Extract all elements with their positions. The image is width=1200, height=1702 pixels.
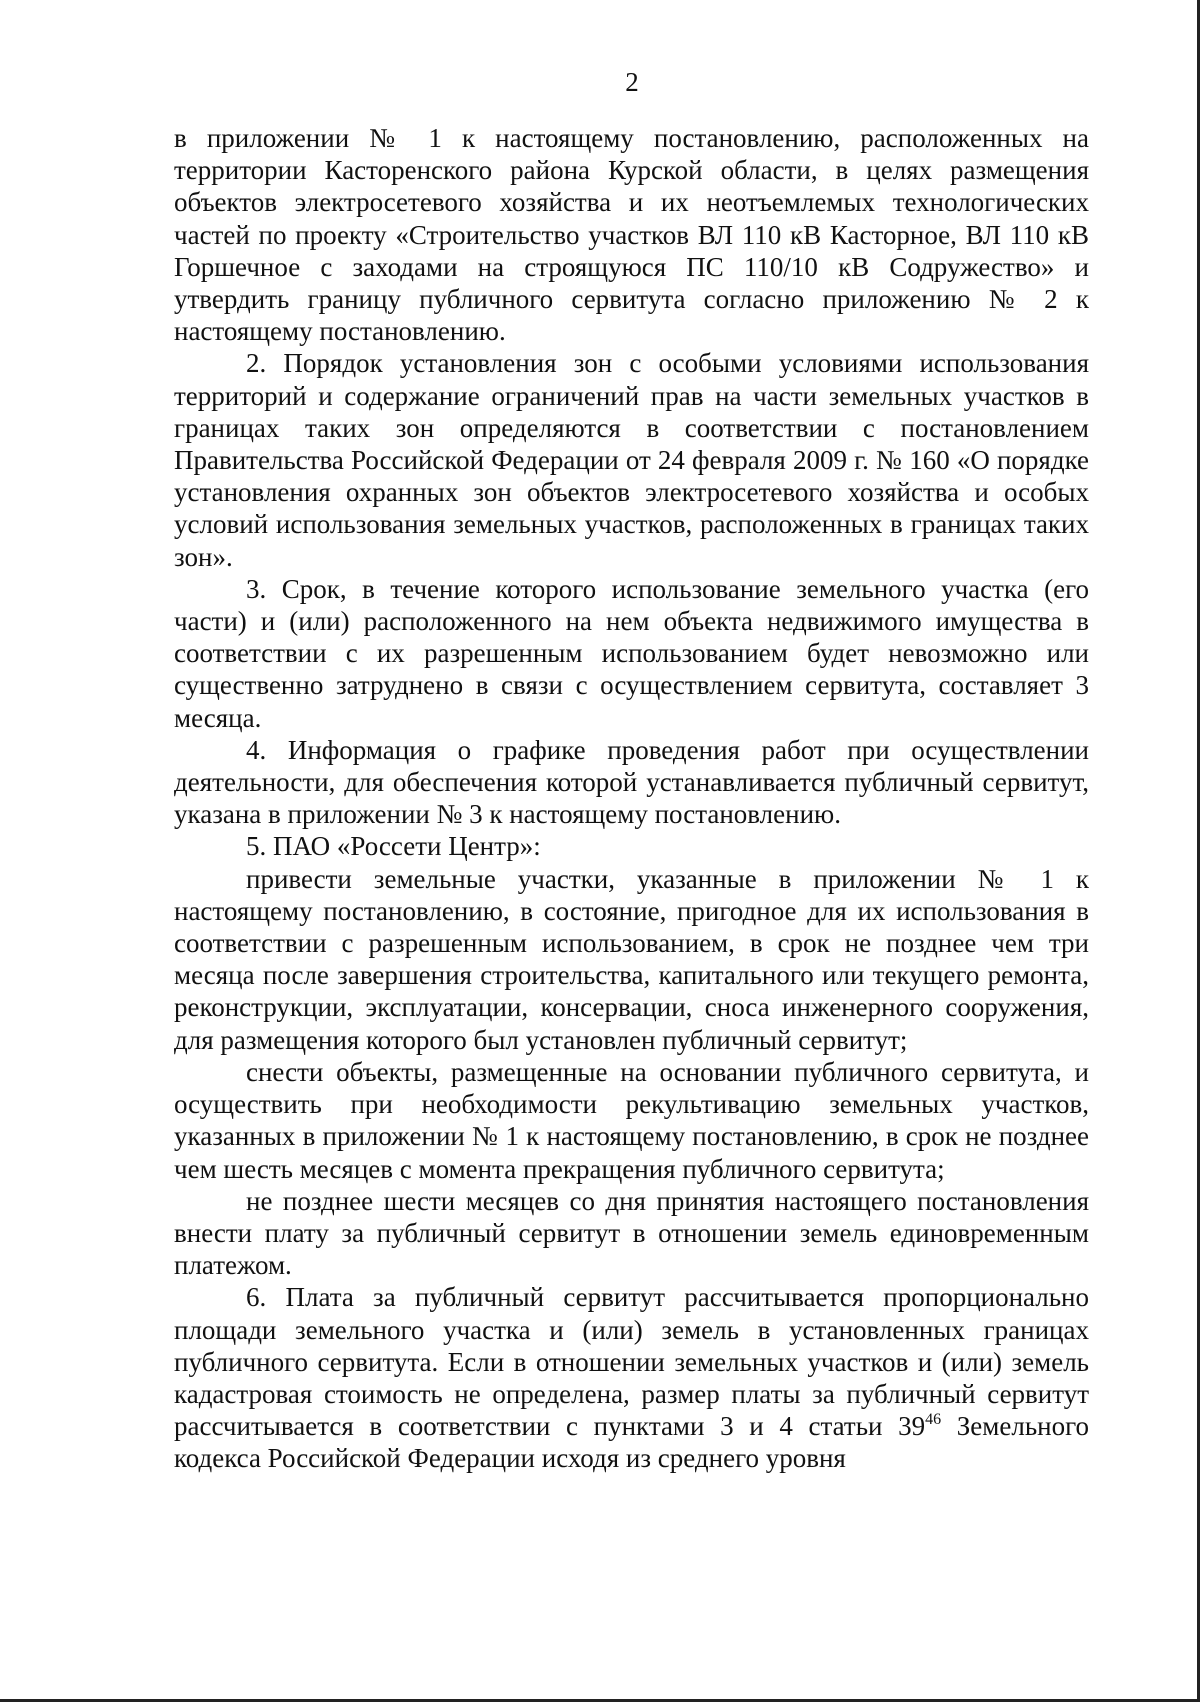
paragraph-5-heading: 5. ПАО «Россети Центр»: (246, 831, 541, 862)
page-number: 2 (625, 67, 639, 97)
paragraph-5-item-3: не позднее шести месяцев со дня принятия настоящего постановления внести плату за публичный сервитут в отношении земель единовременным платежом. (174, 1185, 1089, 1281)
paragraph-5-item-2: снести объекты, размещенные на основании публичного сервитута, и осуществить при необходимости рекультивацию земельных участков, указанных в приложении № 1 к настоящему постановлению, в срок не позднее чем шесть месяцев с момента прекращения публичного сервитута; (174, 1056, 1089, 1184)
paragraph-2: 2. Порядок установления зон с особыми условиями использования территорий и содержание ограничений прав на части земельных участков в границах таких зон определяются в соответствии с постановлением Правительства Российской Федерации от 24 февраля 2009 г. № 160 «О порядке установления охранных зон объектов электросетевого хозяйства и особых условий использования земельных участков, расположенных в границах таких зон». (174, 348, 1089, 572)
document-body (174, 122, 1089, 1475)
paragraph-4: 4. Информация о графике проведения работ при осуществлении деятельности, для обеспечения которой устанавливается публичный сервитут, указана в приложении № 3 к настоящему постановлению. (174, 734, 1089, 830)
paragraph-6-text: 6. Плата за публичный сервитут рассчитывается пропорционально площади земельного участка и (или) земель в установленных границах публичного сервитута. Если в отношении земельных участков и (или) земель кадастровая стоимость не определена, размер платы за публичный сервитут рассчитывается в соответствии с пунктами 3 и 4 статьи 39 (174, 1282, 1089, 1442)
paragraph-6-text-end: Земельного кодекса Российской Федерации исходя из среднего уровня (174, 1411, 1089, 1474)
paragraph-6 (174, 1281, 1089, 1474)
paragraph-3: 3. Срок, в течение которого использование земельного участка (его части) и (или) расположенного на нем объекта недвижимого имущества в соответствии с их разрешенным использованием будет невозможно или существенно затруднено в связи с осуществлением сервитута, составляет 3 месяца. (174, 573, 1089, 733)
article-superscript: 46 (925, 1411, 942, 1429)
paragraph-1-continuation: в приложении № 1 к настоящему постановлению, расположенных на территории Касторенского района Курской области, в целях размещения объектов электросетевого хозяйства и их неотъемлемых технологических частей по проекту «Строительство участков ВЛ 110 кВ Касторное, ВЛ 110 кВ Горшечное с заходами на строящуюся ПС 110/10 кВ Содружество» и утвердить границу публичного сервитута согласно приложению № 2 к настоящему постановлению. (174, 123, 1089, 347)
paragraph-5-item-1: привести земельные участки, указанные в приложении № 1 к настоящему постановлению, в состояние, пригодное для их использования в соответствии с разрешенным использованием, в срок не позднее чем три месяца после завершения строительства, капитального или текущего ремонта, реконструкции, эксплуатации, консервации, сноса инженерного сооружения, для размещения которого был установлен публичный сервитут; (174, 863, 1089, 1055)
